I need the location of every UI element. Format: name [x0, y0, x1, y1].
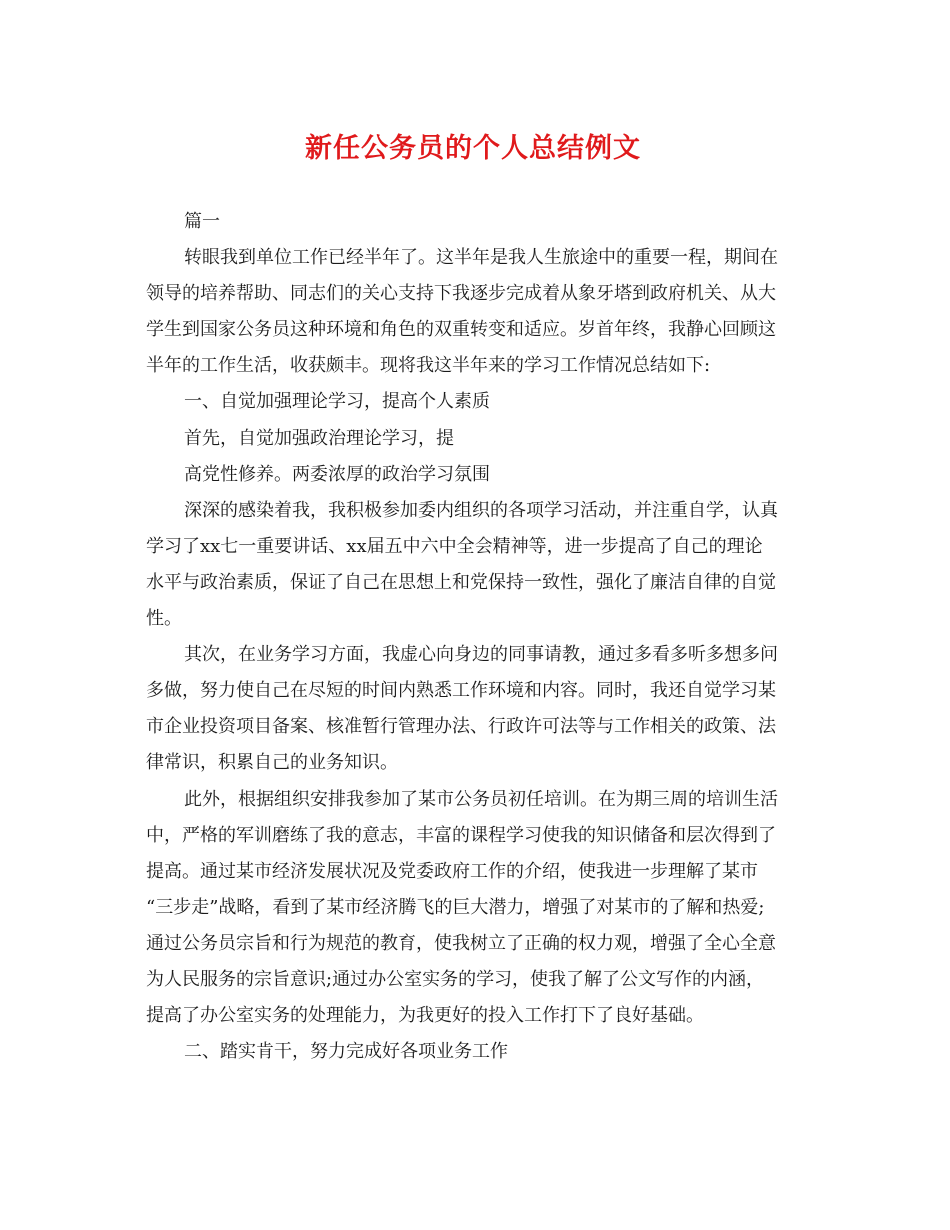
- text-line: “三步走”战略，看到了某市经济腾飞的巨大潜力，增强了对某市的了解和热爱;: [146, 896, 765, 918]
- text-line: 高党性修养。两委浓厚的政治学习氛围: [184, 463, 490, 485]
- text-line: 市企业投资项目备案、核准暂行管理办法、行政许可法等与工作相关的政策、法: [146, 716, 776, 738]
- text-line: 半年的工作生活，收获颇丰。现将我这半年来的学习工作情况总结如下:: [146, 355, 711, 377]
- section-heading-one: [146, 384, 800, 420]
- text-line: 提高。通过某市经济发展状况及党委政府工作的介绍，使我进一步理解了某市: [146, 860, 758, 882]
- text-line: 学习了xx七一重要讲话、xx届五中六中全会精神等，进一步提高了自己的理论: [146, 535, 763, 557]
- text-line: 领导的培养帮助、同志们的关心支持下我逐步完成着从象牙塔到政府机关、从大: [146, 283, 776, 305]
- text-line: 为人民服务的宗旨意识;通过办公室实务的学习，使我了解了公文写作的内涵，: [146, 968, 765, 990]
- paragraph-second: [146, 637, 800, 781]
- paragraph-first: [146, 421, 800, 457]
- document-body: [146, 204, 800, 1070]
- text-line: 多做，努力使自己在尽短的时间内熟悉工作环境和内容。同时，我还自觉学习某: [146, 680, 776, 702]
- paragraph-heading-part-one: [146, 204, 800, 240]
- text-line: 学生到国家公务员这种环境和角色的双重转变和适应。岁首年终，我静心回顾这: [146, 319, 776, 341]
- paragraph-party-spirit: [146, 457, 800, 493]
- text-line: 首先，自觉加强政治理论学习，提: [184, 427, 454, 449]
- text-line: 性。: [146, 608, 182, 630]
- text-line: 转眼我到单位工作已经半年了。这半年是我人生旅途中的重要一程，期间在: [184, 247, 778, 269]
- section-heading-two: [146, 1034, 800, 1070]
- text-line: 此外，根据组织安排我参加了某市公务员初任培训。在为期三周的培训生活: [184, 788, 778, 810]
- paragraph-study-activities: [146, 493, 800, 637]
- text-line: 律常识，积累自己的业务知识。: [146, 752, 398, 774]
- text-line: 二、踏实肯干，努力完成好各项业务工作: [184, 1041, 508, 1063]
- paragraph-training: [146, 782, 800, 1035]
- text-line: 深深的感染着我，我积极参加委内组织的各项学习活动，并注重自学，认真: [184, 499, 778, 521]
- document-title: 新任公务员的个人总结例文: [305, 133, 641, 164]
- text-line: 一、自觉加强理论学习，提高个人素质: [184, 391, 490, 413]
- paragraph-intro: [146, 240, 800, 384]
- text-line: 篇一: [184, 211, 220, 232]
- text-line: 通过公务员宗旨和行为规范的教育，使我树立了正确的权力观，增强了全心全意: [146, 932, 776, 954]
- text-line: 中，严格的军训磨练了我的意志，丰富的课程学习使我的知识储备和层次得到了: [146, 824, 776, 846]
- text-line: 其次，在业务学习方面，我虚心向身边的同事请教，通过多看多听多想多问: [184, 644, 778, 666]
- text-line: 水平与政治素质，保证了自己在思想上和党保持一致性，强化了廉洁自律的自觉: [146, 571, 776, 593]
- text-line: 提高了办公室实务的处理能力，为我更好的投入工作打下了良好基础。: [146, 1005, 704, 1027]
